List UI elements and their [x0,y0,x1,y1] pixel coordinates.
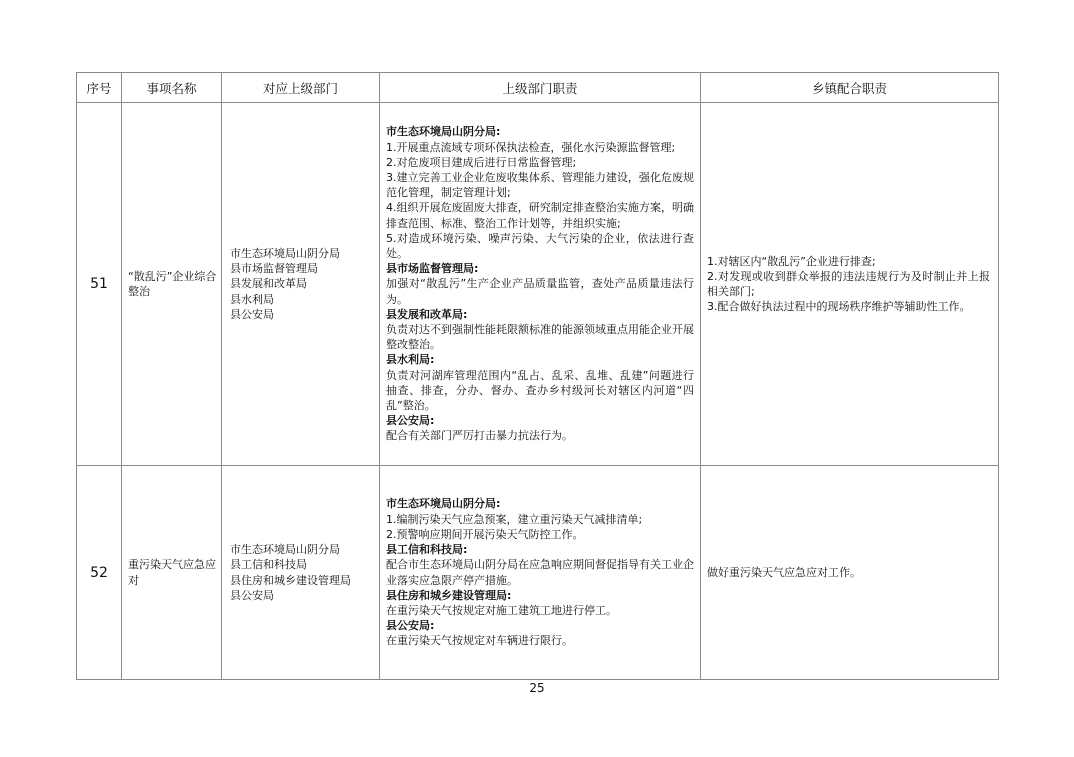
dept-line: 县公安局 [230,307,274,321]
table-row [77,466,999,680]
header-superior-dept: 对应上级部门 [222,73,380,103]
header-town-duty: 乡镇配合职责 [701,73,999,103]
duty-org-heading: 市生态环境局山阴分局: [386,497,501,511]
header-seq: 序号 [77,73,122,103]
row-superior-duty [380,466,701,680]
duty-org-heading: 县发展和改革局: [386,307,468,321]
row-town-duty: 1.对辖区内“散乱污”企业进行排查; 2.对发现或收到群众举报的违法违规行为及时制止并上报相关部门; 3.配合做好执法过程中的现场秩序维护等辅助性工作。 [701,103,999,466]
header-superior-duty: 上级部门职责 [380,73,701,103]
duty-text: 在重污染天气按规定对车辆进行限行。 [386,634,573,648]
row-superior-dept [222,103,380,466]
duty-org-heading: 县公安局: [386,414,435,428]
dept-line: 县市场监督管理局 [230,262,318,276]
responsibility-table [76,72,999,680]
duty-text: 配合市生态环境局山阴分局在应急响应期间督促指导有关工业企业落实应急限产停产措施。 [386,558,694,587]
dept-line: 县发展和改革局 [230,277,307,291]
duty-org-heading: 县水利局: [386,353,435,367]
duty-text: 负责对达不到强制性能耗限额标准的能源领域重点用能企业开展整改整治。 [386,323,694,352]
duty-text: 1.编制污染天气应急预案，建立重污染天气减排清单; 2.预警响应期间开展污染天气防控工作。 [386,512,643,541]
row-seq: 51 [77,103,122,466]
table-row [77,103,999,466]
duty-text: 配合有关部门严厉打击暴力抗法行为。 [386,429,573,443]
dept-line: 市生态环境局山阴分局 [230,246,340,260]
row-superior-duty [380,103,701,466]
row-town-duty: 做好重污染天气应急应对工作。 [701,466,999,680]
duty-text: 在重污染天气按规定对施工建筑工地进行停工。 [386,603,617,617]
page-number: 25 [529,681,545,695]
row-item-name: “散乱污”企业综合整治 [122,103,222,466]
dept-line: 县水利局 [230,292,274,306]
duty-org-heading: 县公安局: [386,619,435,633]
row-item-name: 重污染天气应急应对 [122,466,222,680]
dept-line: 市生态环境局山阴分局 [230,543,340,557]
header-item-name: 事项名称 [122,73,222,103]
duty-text: 加强对“散乱污”生产企业产品质量监管，查处产品质量违法行为。 [386,277,694,306]
dept-line: 县工信和科技局 [230,558,307,572]
duty-org-heading: 市生态环境局山阴分局: [386,125,501,139]
row-superior-dept [222,466,380,680]
duty-text: 1.开展重点流域专项环保执法检查，强化水污染源监督管理; 2.对危废项目建成后进行日常监督管理; 3.建立完善工业企业危废收集体系、管理能力建设，强化危废规范化管理，制定管理计划; 4.组织开展危废固废大排查，研究制定排查整治实施方案，明确排查范围、标准、整治工作计划等，并组织实施; 5.对造成环境污染、噪声污染、大气污染的企业，依法进行查处。 [386,140,694,260]
dept-line: 县住房和城乡建设管理局 [230,573,351,587]
dept-line: 县公安局 [230,588,274,602]
duty-text: 负责对河湖库管理范围内“乱占、乱采、乱堆、乱建”问题进行抽查、排查，分办、督办、查办乡村级河长对辖区内河道“四乱”整治。 [386,368,694,413]
duty-org-heading: 县市场监督管理局: [386,262,479,276]
duty-org-heading: 县住房和城乡建设管理局: [386,588,512,602]
duty-org-heading: 县工信和科技局: [386,543,468,557]
table-header-row [77,73,999,103]
row-seq: 52 [77,466,122,680]
